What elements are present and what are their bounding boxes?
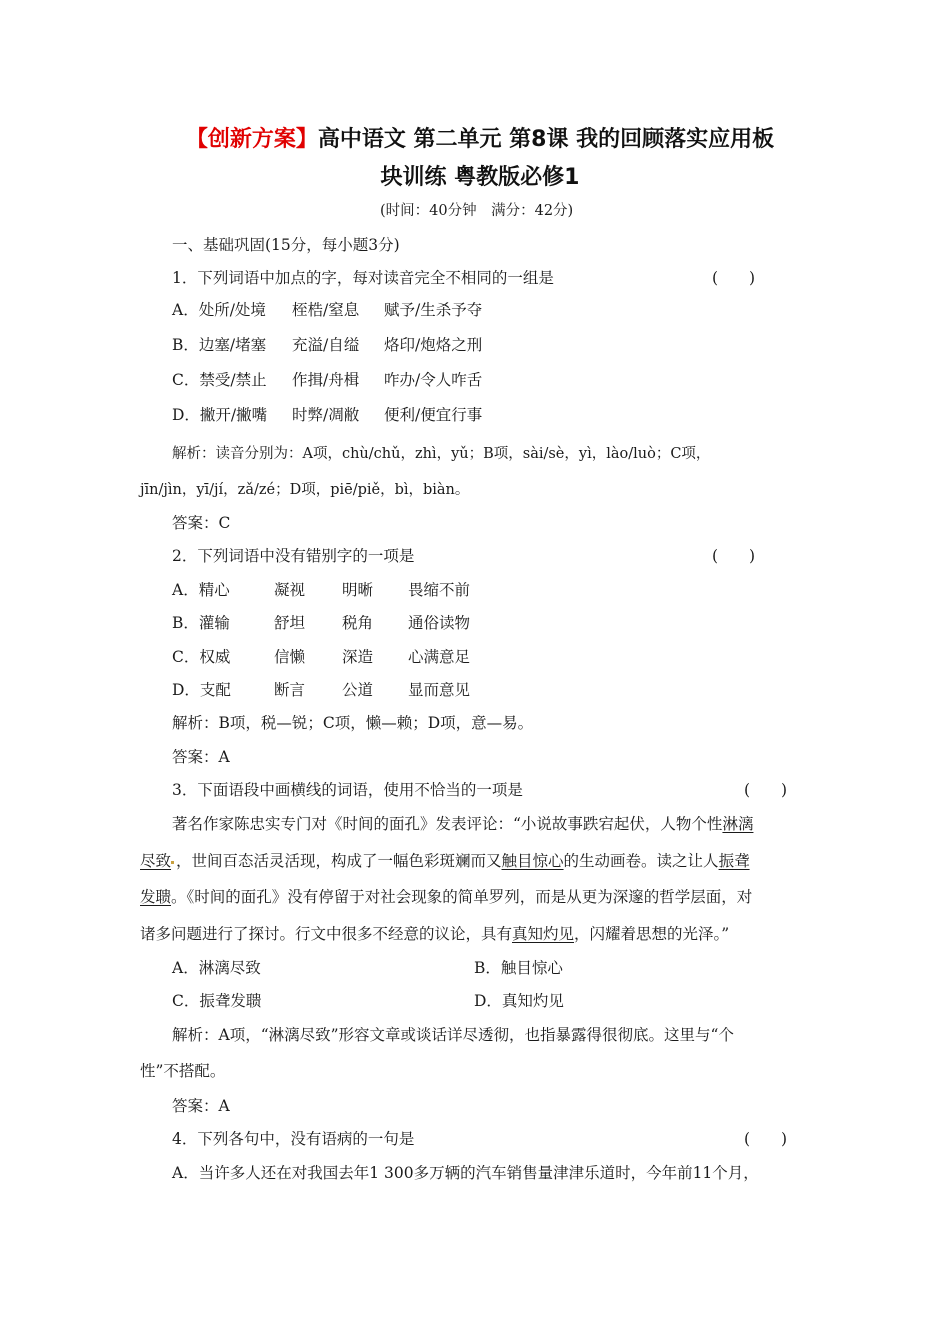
q1-option-b-3: 烙印/炮烙之刑 (384, 336, 483, 354)
q3-passage-text: 诸多问题进行了探讨。行文中很多不经意的议论，具有 (140, 925, 513, 943)
document-title-line1 (100, 122, 860, 153)
q2-answer-blank: ( ) (712, 547, 756, 565)
q3-passage-line4 (140, 924, 729, 944)
q3-option-b: B．触目惊心 (474, 959, 563, 977)
q3-answer: 答案：A (172, 1097, 230, 1115)
q1-answer: 答案：C (172, 514, 231, 532)
q3-underlined-term: 触目惊心 (501, 852, 564, 870)
q2-option-d-4: 显而意见 (408, 681, 471, 699)
q2-option-b-4: 通俗读物 (408, 614, 471, 632)
q2-option-d-2: 断言 (274, 681, 306, 699)
q3-passage-text: 。《时间的面孔》没有停留于对社会现象的简单罗列，而是从更为深邃的哲学层面，对 (171, 888, 753, 906)
q4-stem: 4．下列各句中，没有语病的一句是 (172, 1130, 415, 1148)
q4-answer-blank: ( ) (744, 1130, 788, 1148)
q3-underlined-term: 真知灼见 (512, 925, 575, 943)
q3-analysis-line1: 解析：A项，“淋漓尽致”形容文章或谈话详尽透彻，也指暴露得很彻底。这里与“个 (172, 1026, 734, 1044)
q3-option-c: C．振聋发聩 (172, 992, 262, 1010)
q1-option-a-1: A．处所/处境 (172, 301, 266, 319)
q3-answer-blank: ( ) (744, 781, 788, 799)
q3-passage-text: ，闪耀着思想的光泽。” (574, 925, 730, 943)
q3-passage-line1 (172, 814, 753, 834)
q2-option-a-3: 明晰 (342, 581, 374, 599)
title-bracket: 【创新方案】 (185, 127, 318, 152)
q3-passage-text: 的生动画卷。读之让人 (563, 852, 719, 870)
q1-option-a-2: 桎梏/窒息 (292, 301, 360, 319)
q1-option-c-3: 咋办/令人咋舌 (384, 371, 483, 389)
q2-option-b-1: B．灌输 (172, 614, 230, 632)
q3-underlined-term: 尽致 (140, 852, 172, 870)
q2-option-a-4: 畏缩不前 (408, 581, 471, 599)
q2-option-a-1: A．精心 (172, 581, 230, 599)
q2-option-c-2: 信懒 (274, 648, 306, 666)
q1-stem: 1．下列词语中加点的字，每对读音完全不相同的一组是 (172, 269, 554, 287)
q2-option-c-1: C．权威 (172, 648, 231, 666)
q1-option-c-2: 作揖/舟楫 (292, 371, 360, 389)
q2-option-d-1: D．支配 (172, 681, 231, 699)
q3-option-d: D．真知灼见 (474, 992, 564, 1010)
stray-mark (171, 861, 174, 864)
q2-stem: 2．下列词语中没有错别字的一项是 (172, 547, 415, 565)
q1-answer-blank: ( ) (712, 269, 756, 287)
q3-passage-line2 (140, 851, 750, 871)
q3-stem: 3．下面语段中画横线的词语，使用不恰当的一项是 (172, 781, 523, 799)
q1-analysis-line1: 解析：读音分别为：A项，chù/chǔ，zhì，yǔ；B项，sài/sè，yì，lào/luò；C项， (172, 446, 711, 462)
q3-passage-text: ，世间百态活灵活现，构成了一幅色彩斑斓而又 (176, 852, 502, 870)
document-title-line2: 块训练 粤教版必修1 (380, 165, 580, 190)
q2-option-b-2: 舒坦 (274, 614, 306, 632)
q1-option-d-1: D．撇开/撇嘴 (172, 406, 268, 424)
q4-option-a: A．当许多人还在对我国去年1 300多万辆的汽车销售量津津乐道时，今年前11个月， (172, 1164, 759, 1182)
q2-option-c-3: 深造 (342, 648, 374, 666)
q3-underlined-term: 振聋 (718, 852, 750, 870)
q1-option-a-3: 赋予/生杀予夺 (384, 301, 483, 319)
q3-underlined-term: 淋漓 (722, 815, 754, 833)
q1-option-d-2: 时弊/凋敝 (292, 406, 360, 424)
time-score-info: (时间：40分钟 满分：42分) (380, 203, 574, 219)
q2-option-d-3: 公道 (342, 681, 374, 699)
q2-option-b-3: 税角 (342, 614, 374, 632)
q1-option-b-2: 充溢/自缢 (292, 336, 360, 354)
section-heading: 一、基础巩固(15分，每小题3分) (172, 236, 400, 254)
q3-analysis-line2: 性”不搭配。 (140, 1062, 226, 1080)
q1-analysis-line2: jīn/jìn，yī/jí，zǎ/zé；D项，piē/piě，bì，biàn。 (140, 482, 470, 498)
q1-option-b-1: B．边塞/堵塞 (172, 336, 267, 354)
q2-option-c-4: 心满意足 (408, 648, 471, 666)
q3-option-a: A．淋漓尽致 (172, 959, 261, 977)
q2-analysis: 解析：B项，税—锐；C项，懒—赖；D项，意—易。 (172, 714, 534, 732)
q2-answer: 答案：A (172, 748, 230, 766)
q1-option-d-3: 便利/便宜行事 (384, 406, 483, 424)
q3-passage-line3 (140, 887, 752, 907)
title-line1-text: 高中语文 第二单元 第8课 我的回顾落实应用板 (317, 127, 775, 152)
q3-underlined-term: 发聩 (140, 888, 172, 906)
q2-option-a-2: 凝视 (274, 581, 306, 599)
q1-option-c-1: C．禁受/禁止 (172, 371, 267, 389)
q3-passage-text: 著名作家陈忠实专门对《时间的面孔》发表评论：“小说故事跌宕起伏，人物个性 (172, 815, 723, 833)
